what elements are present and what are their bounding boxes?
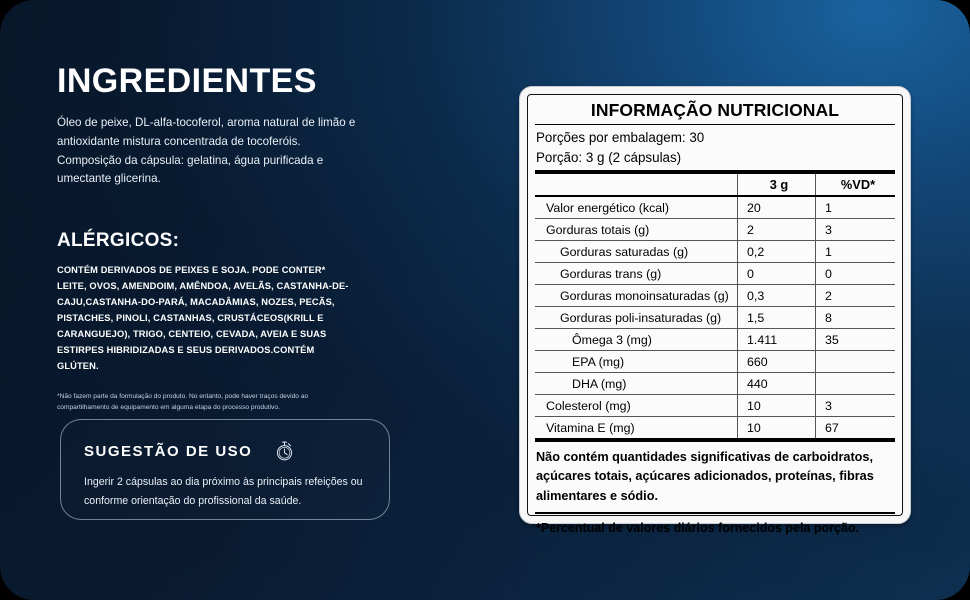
nutrient-daily-value	[816, 373, 896, 395]
nutrient-daily-value: 35	[816, 329, 896, 351]
nutrient-amount: 0,3	[738, 285, 816, 307]
nutrient-amount: 1,5	[738, 307, 816, 329]
table-header-row	[535, 174, 895, 197]
ingredients-heading: INGREDIENTES	[57, 62, 317, 100]
table-row	[535, 285, 895, 307]
nutrient-name: Gorduras trans (g)	[535, 263, 738, 285]
nutrient-name: EPA (mg)	[535, 351, 738, 373]
usage-suggestion-body: Ingerir 2 cápsulas ao dia próximo às principais refeições ou conforme orientação do profissional da saúde.	[84, 476, 363, 507]
nutrition-footnote: *Percentual de valores diários fornecidos pela porção.	[536, 520, 860, 535]
nutrient-name: Ômega 3 (mg)	[535, 329, 738, 351]
nutrient-name: Valor energético (kcal)	[535, 196, 738, 219]
ingredients-body: Óleo de peixe, DL-alfa-tocoferol, aroma natural de limão e antioxidante mistura concentrada de tocoferóis. Composição da cápsula: gelatina, água purificada e umectante glicerina.	[57, 116, 356, 186]
nutrient-name: DHA (mg)	[535, 373, 738, 395]
nutrient-name: Gorduras totais (g)	[535, 219, 738, 241]
nutrient-amount: 0	[738, 263, 816, 285]
nutrient-amount: 10	[738, 395, 816, 417]
nutrient-daily-value: 67	[816, 417, 896, 439]
nutrient-daily-value: 3	[816, 219, 896, 241]
nutrition-title: INFORMAÇÃO NUTRICIONAL	[590, 100, 840, 120]
column-header-amount: 3 g	[738, 174, 816, 197]
nutrition-table-head	[535, 174, 895, 197]
nutrition-facts-card	[519, 86, 911, 535]
nutrient-name: Colesterol (mg)	[535, 395, 738, 417]
stopwatch-check-icon	[274, 440, 295, 462]
nutrient-daily-value: 2	[816, 285, 896, 307]
usage-suggestion-box	[60, 419, 390, 520]
nutrition-facts-inner	[527, 94, 903, 535]
column-header-nutrient	[535, 174, 738, 197]
nutrition-table	[535, 174, 895, 439]
nutrition-note: Não contém quantidades significativas de carboidratos, açúcares totais, açúcares adicionados, proteínas, fibras alimentares e sódio.	[536, 450, 874, 503]
table-row	[535, 395, 895, 417]
table-row	[535, 329, 895, 351]
nutrient-amount: 440	[738, 373, 816, 395]
nutrient-amount: 660	[738, 351, 816, 373]
nutrient-amount: 2	[738, 219, 816, 241]
nutrient-amount: 20	[738, 196, 816, 219]
table-row	[535, 417, 895, 439]
column-header-dv: %VD*	[816, 174, 896, 197]
table-row	[535, 373, 895, 395]
nutrient-amount: 0,2	[738, 241, 816, 263]
serving-size: Porção: 3 g (2 cápsulas)	[536, 150, 682, 166]
table-row	[535, 351, 895, 373]
nutrient-name: Gorduras saturadas (g)	[535, 241, 738, 263]
table-row	[535, 263, 895, 285]
usage-suggestion-header	[61, 420, 389, 462]
nutrient-daily-value: 1	[816, 196, 896, 219]
nutrient-daily-value: 0	[816, 263, 896, 285]
left-content-column	[57, 64, 397, 414]
usage-suggestion-title: SUGESTÃO DE USO	[84, 442, 253, 460]
nutrient-name: Gorduras poli-insaturadas (g)	[535, 307, 738, 329]
nutrient-daily-value: 1	[816, 241, 896, 263]
table-row	[535, 241, 895, 263]
allergens-footnote: *Não fazem parte da formulação do produto. No entanto, pode haver traços devido ao compartilhamento de equipamento em alguma etapa do processo produtivo.	[57, 393, 309, 411]
table-row	[535, 196, 895, 219]
allergens-heading: ALÉRGICOS:	[57, 230, 180, 252]
nutrient-daily-value: 3	[816, 395, 896, 417]
nutrient-amount: 10	[738, 417, 816, 439]
nutrient-daily-value	[816, 351, 896, 373]
nutrient-name: Gorduras monoinsaturadas (g)	[535, 285, 738, 307]
nutrient-daily-value: 8	[816, 307, 896, 329]
servings-per-package: Porções por embalagem: 30	[536, 130, 705, 146]
nutrient-amount: 1.411	[738, 329, 816, 351]
table-row	[535, 219, 895, 241]
nutrition-table-body	[535, 196, 895, 438]
table-row	[535, 307, 895, 329]
allergens-body: CONTÉM DERIVADOS DE PEIXES E SOJA. PODE CONTER* LEITE, OVOS, AMENDOIM, AMÊNDOA, AVELÃS, CASTANHA-DE-CAJU,CASTANHA-DO-PARÁ, MACADÂMIAS, NOZES, PECÃS, PISTACHES, PINOLI, CASTANHAS, CRUSTÁCEOS(KRILL E CARANGUEJO), TRIGO, CENTEIO, CEVADA, AVEIA E SUAS ESTIRPES HIBRIDIZADAS E SEUS DERIVADOS.CONTÉM GLÚTEN.	[57, 265, 349, 372]
nutrient-name: Vitamina E (mg)	[546, 420, 635, 435]
